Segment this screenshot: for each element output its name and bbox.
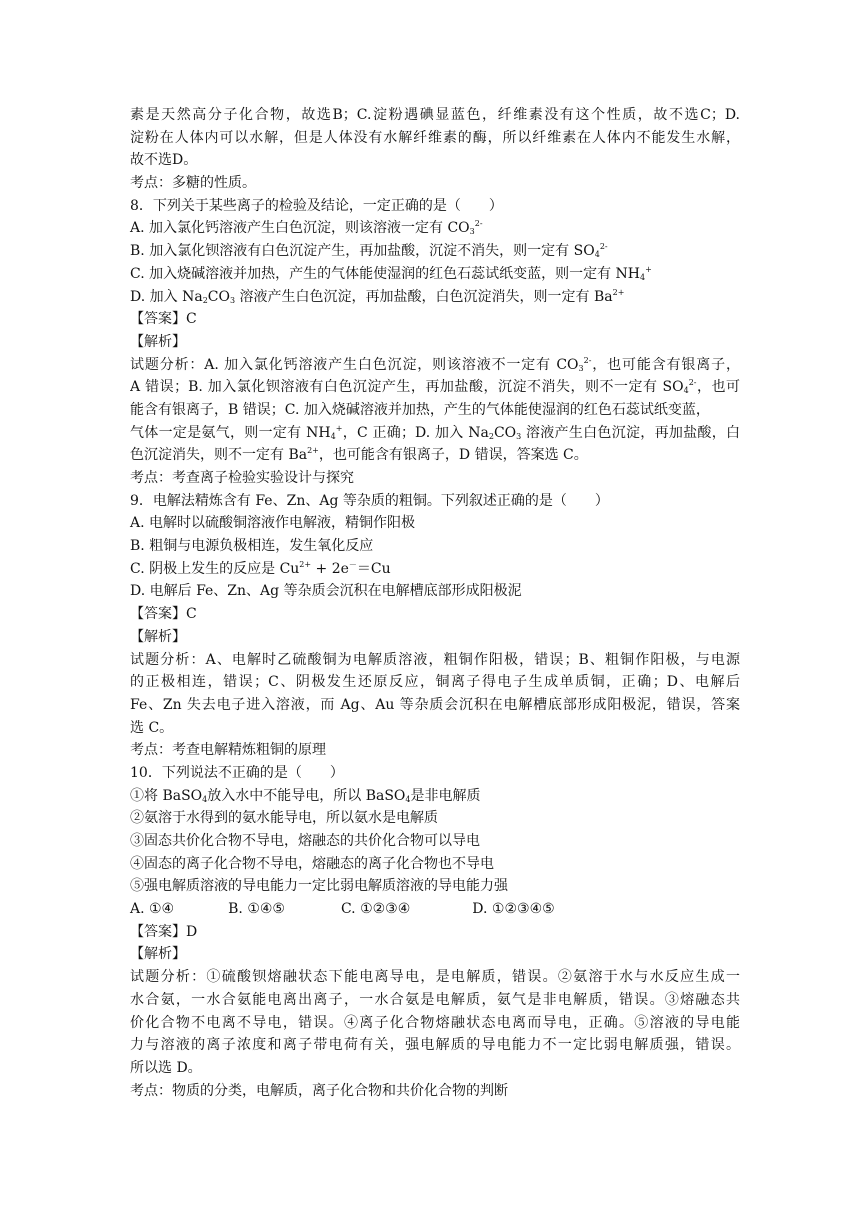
- text-line: [130, 104, 740, 127]
- text-run: 素是天然高分子化合物，故选B；C.淀粉遇碘显蓝色，纤维素没有这个性质，故不选C；D.: [130, 107, 740, 123]
- text-run: 【解析】: [130, 333, 186, 350]
- text-line: [130, 966, 740, 989]
- subscript: 4: [594, 250, 600, 260]
- text-run: ②氨溶于水得到的氨水能导电，所以氨水是电解质: [130, 810, 438, 827]
- text-run: ，也可能含有银离子，: [591, 356, 740, 373]
- text-run: 力与溶液的离子浓度和离子带电荷有关，强电解质的导电能力不一定比弱电解质强，错误。: [130, 1037, 740, 1054]
- text-run: ①将 BaSO: [130, 787, 203, 804]
- text-line: [130, 490, 740, 513]
- text-line: [130, 739, 740, 762]
- text-line: [130, 671, 740, 694]
- text-line: [130, 785, 740, 808]
- text-run: 考点：多糖的性质。: [130, 175, 256, 192]
- text-run: ⑤强电解质溶液的导电能力一定比弱电解质溶液的导电能力强: [130, 878, 508, 895]
- text-line: [130, 762, 740, 785]
- subscript: 4: [202, 794, 208, 804]
- text-run: 【答案】C: [130, 606, 197, 623]
- text-run: 试题分析：A、电解时乙硫酸铜为电解质溶液，粗铜作阳极，错误；B、粗铜作阳极，与电源: [130, 651, 740, 668]
- superscript: 2+: [307, 446, 319, 456]
- text-line: [130, 399, 740, 422]
- text-line: [130, 626, 740, 649]
- text-run: CO: [493, 424, 517, 441]
- superscript: 2+: [612, 287, 625, 297]
- text-run: 色沉淀消失，则不一定有 Ba: [130, 447, 308, 464]
- text-line: [130, 830, 740, 853]
- subscript: 4: [330, 431, 336, 441]
- text-run: 所以选 D。: [130, 1059, 202, 1076]
- superscript: 2-: [688, 378, 697, 388]
- answer-option: C. ①②③④: [340, 901, 411, 918]
- text-line: [130, 444, 740, 467]
- text-run: + 2e: [311, 560, 349, 577]
- superscript: 2-: [474, 219, 483, 229]
- text-run: A. 电解时以硫酸铜溶液作电解液，精铜作阳极: [130, 515, 416, 532]
- text-run: 考点：考查离子检验实验设计与探究: [130, 470, 354, 486]
- text-run: 价化合物不电离不导电，错误。④离子化合物熔融状态电离而导电，正确。⑤溶液的导电能: [130, 1014, 740, 1031]
- text-line: [130, 1057, 740, 1080]
- text-run: 【解析】: [130, 946, 186, 963]
- text-run: A 错误；B. 加入氯化钡溶液有白色沉淀产生，再加盐酸，沉淀不消失，则不一定有 SO: [130, 379, 684, 396]
- text-line: [130, 467, 740, 490]
- text-line: [130, 535, 740, 558]
- text-line: [130, 943, 740, 966]
- text-line: [130, 580, 740, 603]
- text-line: [130, 875, 740, 898]
- text-run: Fe、Zn 失去电子进入溶液，而 Ag、Au 等杂质会沉积在电解槽底部形成阳极泥，错误，答案: [130, 696, 740, 713]
- superscript: －: [348, 559, 357, 569]
- text-line: [130, 286, 740, 309]
- text-line: [130, 422, 740, 445]
- text-line: [130, 1012, 740, 1035]
- text-line: [130, 308, 740, 331]
- text-line: [130, 354, 740, 377]
- text-line: [130, 127, 740, 150]
- text-run: 试题分析：A. 加入氯化钙溶液产生白色沉淀，则该溶液不一定有 CO: [130, 356, 579, 373]
- text-line: [130, 694, 740, 717]
- text-run: C. 阴极上发生的反应是 Cu: [130, 560, 300, 577]
- superscript: 2-: [599, 242, 608, 252]
- text-run: 水合氨，一水合氨能电离出离子，一水合氨是电解质，氨气是非电解质，错误。③熔融态共: [130, 991, 740, 1008]
- text-line: [130, 217, 740, 240]
- text-line: [130, 898, 740, 921]
- superscript: 2+: [299, 559, 312, 569]
- text-line: [130, 172, 740, 195]
- text-run: B. 加入氯化钡溶液有白色沉淀产生，再加盐酸，沉淀不消失，则一定有 SO: [130, 243, 595, 260]
- text-run: CO: [207, 288, 230, 305]
- text-line: [130, 649, 740, 672]
- superscript: +: [335, 423, 343, 433]
- subscript: 2: [202, 295, 208, 305]
- superscript: +: [645, 264, 652, 274]
- text-run: 试题分析：①硫酸钡熔融状态下能电离导电，是电解质，错误。②氨溶于水与水反应生成一: [130, 969, 740, 986]
- answer-option: D. ①②③④⑤: [472, 901, 555, 918]
- text-run: B. 粗铜与电源负极相连，发生氧化反应: [130, 538, 374, 555]
- text-run: A. 加入氯化钙溶液产生白色沉淀，则该溶液一定有 CO: [130, 220, 470, 237]
- text-run: 溶液产生白色沉淀，再加盐酸，白色沉淀消失，则一定有 Ba: [235, 288, 613, 305]
- text-run: 故不选D。: [130, 152, 198, 169]
- text-run: 8．下列关于某些离子的检验及结论，一定正确的是（ ）: [130, 197, 503, 214]
- text-line: [130, 376, 740, 399]
- text-run: ，也可能含有银离子，D 错误，答案选 C。: [318, 447, 588, 464]
- text-run: ④固态的离子化合物不导电，熔融态的离子化合物也不导电: [130, 855, 494, 872]
- subscript: 3: [229, 295, 236, 305]
- subscript: 2: [488, 431, 494, 441]
- text-run: ，C 正确；D. 加入 Na: [342, 424, 489, 441]
- subscript: 4: [683, 386, 689, 396]
- text-run: ＝Cu: [356, 560, 391, 577]
- text-line: [130, 807, 740, 830]
- subscript: 3: [469, 227, 475, 237]
- subscript: 3: [516, 431, 522, 441]
- text-run: D. 加入 Na: [130, 288, 203, 305]
- text-line: [130, 853, 740, 876]
- text-run: 选 C。: [130, 719, 174, 736]
- text-line: [130, 331, 740, 354]
- text-run: 溶液产生白色沉淀，再加盐酸，白: [521, 424, 740, 441]
- subscript: 4: [405, 794, 411, 804]
- text-run: 淀粉在人体内可以水解，但是人体没有水解纤维素的酶，所以纤维素在人体内不能发生水解，: [130, 129, 740, 146]
- text-line: [130, 240, 740, 263]
- text-line: [130, 195, 740, 218]
- text-run: 放入水中不能导电，所以 BaSO: [207, 787, 406, 804]
- text-line: [130, 512, 740, 535]
- text-run: 【答案】D: [130, 923, 198, 940]
- text-run: D. 电解后 Fe、Zn、Ag 等杂质会沉积在电解槽底部形成阳极泥: [130, 583, 522, 600]
- text-line: [130, 1034, 740, 1057]
- text-line: [130, 603, 740, 626]
- text-line: [130, 558, 740, 581]
- text-run: ，也可: [696, 379, 740, 396]
- text-run: 【答案】C: [130, 311, 197, 328]
- text-run: 9．电解法精炼含有 Fe、Zn、Ag 等杂质的粗铜。下列叙述正确的是（ ）: [130, 492, 609, 509]
- text-run: ③固态共价化合物不导电，熔融态的共价化合物可以导电: [130, 833, 480, 849]
- text-line: [130, 717, 740, 740]
- text-line: [130, 1080, 740, 1103]
- subscript: 4: [640, 272, 646, 282]
- text-run: 能含有银离子，B 错误；C. 加入烧碱溶液并加热，产生的气体能使湿润的红色石蕊试纸变蓝，: [130, 401, 710, 418]
- text-line: [130, 989, 740, 1012]
- text-run: 考点：考查电解精炼粗铜的原理: [130, 742, 326, 759]
- text-run: C. 加入烧碱溶液并加热，产生的气体能使湿润的红色石蕊试纸变蓝，则一定有 NH: [130, 265, 641, 282]
- text-line: [130, 149, 740, 172]
- answer-option: B. ①④⑤: [228, 901, 285, 918]
- text-run: 的正极相连，错误；C、阴极发生还原反应，铜离子得电子生成单质铜，正确；D、电解后: [130, 674, 740, 691]
- text-line: [130, 921, 740, 944]
- text-run: 考点：物质的分类，电解质，离子化合物和共价化合物的判断: [130, 1082, 508, 1099]
- superscript: 2-: [583, 355, 592, 365]
- subscript: 3: [578, 363, 584, 373]
- text-run: 【解析】: [130, 628, 186, 645]
- text-run: 10．下列说法不正确的是（ ）: [130, 764, 344, 781]
- text-run: 气体一定是氨气，则一定有 NH: [130, 424, 331, 441]
- text-line: [130, 263, 740, 286]
- text-run: 是非电解质: [410, 787, 481, 804]
- answer-option: A. ①④: [130, 901, 175, 918]
- document-page: [130, 104, 740, 1102]
